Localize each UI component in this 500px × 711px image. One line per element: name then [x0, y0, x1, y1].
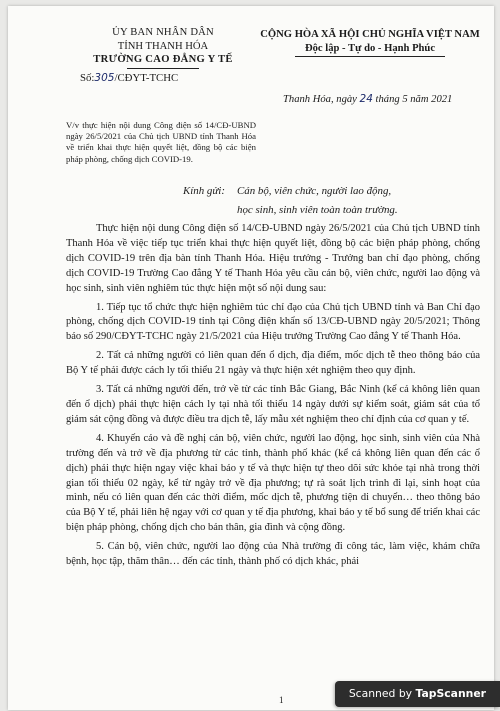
- document-body: [66, 222, 480, 574]
- national-title: CỘNG HÒA XÃ HỘI CHỦ NGHĨA VIỆT NAM: [260, 29, 480, 40]
- issuer-underline: [127, 68, 199, 69]
- body-paragraph: Thực hiện nội dung Công điện số 14/CĐ-UBND ngày 26/5/2021 của Chủ tịch UBND tỉnh Thanh Hóa về việc tiếp tục triển khai thực hiện quyết liệt, đồng bộ các biện pháp phòng, chống dịch COVID-19 trên địa bàn tỉnh Thanh Hóa. Hiệu trưởng - Trưởng ban chỉ đạo phòng, chống dịch COVID-19 Trường Cao đẳng Y tế Thanh Hóa yêu cầu cán bộ, viên chức, người lao động và học sinh, sinh viên nghiêm túc thực hiện một số nội dung sau:: [66, 223, 480, 294]
- place-date-day: 24: [359, 93, 373, 105]
- watermark-prefix: Scanned by: [348, 687, 416, 700]
- document-page: [8, 6, 494, 710]
- document-summary: V/v thực hiện nội dung Công điện số 14/CĐ-UBND ngày 26/5/2021 của Chủ tịch UBND tỉnh Thanh Hóa về triển khai thực hiện quyết liệt, đồng bộ các biện pháp phòng, chống dịch COVID-19.: [66, 120, 256, 164]
- body-paragraph: 5. Cán bộ, viên chức, người lao động của Nhà trường đi công tác, làm việc, khám chữa bệnh, học tập, thăm thân… đến các tỉnh, thành phố có dịch khác, phải: [66, 541, 480, 568]
- page-number: 1: [279, 695, 284, 705]
- place-date-suffix: tháng 5 năm 2021: [372, 94, 453, 105]
- body-paragraph: 3. Tất cả những người đến, trở về từ các tỉnh Bắc Giang, Bắc Ninh (kể cả không liên quan đến ổ dịch) phải thực hiện cách ly tại nhà tối thiểu 14 ngày dưới sự kiểm soát, giám sát của tổ giám sát cộng đồng và được điều tra dịch tễ, lấy mẫu xét nghiệm theo chỉ định của cơ quan y tế.: [66, 384, 480, 425]
- national-motto: Độc lập - Tự do - Hạnh Phúc: [304, 42, 436, 54]
- motto-underline: [295, 56, 445, 57]
- scanner-watermark-badge: [335, 681, 500, 707]
- issuer-line-2: TỈNH THANH HÓA: [117, 40, 209, 52]
- doc-number-suffix: /CĐYT-TCHC: [114, 72, 179, 84]
- place-date-prefix: Thanh Hóa, ngày: [283, 94, 360, 105]
- issuer-line-1: ỦY BAN NHÂN DÂN: [112, 27, 214, 38]
- doc-number-handwritten: 305: [94, 72, 115, 84]
- document-number: [80, 72, 178, 85]
- issuer-block: [58, 26, 268, 69]
- watermark-brand: TapScanner: [415, 687, 486, 700]
- recipients-label: Kính gửi:: [183, 185, 225, 197]
- issuer-line-3: TRƯỜNG CAO ĐẲNG Y TẾ: [93, 54, 233, 65]
- recipients-line-2: học sinh, sinh viên toàn toàn trường.: [237, 204, 398, 216]
- body-paragraph: 2. Tất cả những người có liên quan đến ổ dịch, địa điểm, mốc dịch tễ theo thông báo của Bộ Y tế phải được cách ly tối thiểu 21 ngày và thực hiện xét nghiệm theo quy định.: [66, 350, 480, 377]
- national-header: [246, 28, 494, 57]
- recipients-line-1: Cán bộ, viên chức, người lao động,: [237, 185, 392, 197]
- place-date: [283, 93, 452, 106]
- doc-number-prefix: Số:: [80, 72, 95, 84]
- body-paragraph: 1. Tiếp tục tổ chức thực hiện nghiêm túc chỉ đạo của Chủ tịch UBND tỉnh và Ban Chỉ đạo phòng, chống dịch COVID-19 tỉnh tại Công điện khẩn số 13/CĐ-UBND ngày 20/5/2021; Thông báo số 290/CĐYT-TCHC ngày 21/5/2021 của Hiệu trưởng Trường Cao đẳng Y tế Thanh Hóa.: [66, 301, 480, 343]
- body-paragraph: 4. Khuyến cáo và đề nghị cán bộ, viên chức, người lao động, học sinh, sinh viên của Nhà trường đến và trở về địa phương từ các tỉnh, thành phố khác (kể cả không liên quan đến các ổ dịch) phải thực hiện ngay việc khai báo y tế và thực hiện tự theo dõi sức khỏe tại nhà trong thời gian tối thiểu 02 ngày, kể từ ngày trở về địa phương; tự rà soát lịch trình đi lại, sinh hoạt của mình, nếu có liên quan đến các thời điểm, mốc dịch tễ, phương tiện di chuyển… theo thông báo của Bộ Y tế, phải liên hệ ngay với cơ quan y tế địa phương, khai báo y tế bổ sung để triển khai các biện pháp phòng, chống dịch cho bản thân, gia đình và cộng đồng.: [66, 432, 480, 534]
- recipients-block: [183, 182, 398, 220]
